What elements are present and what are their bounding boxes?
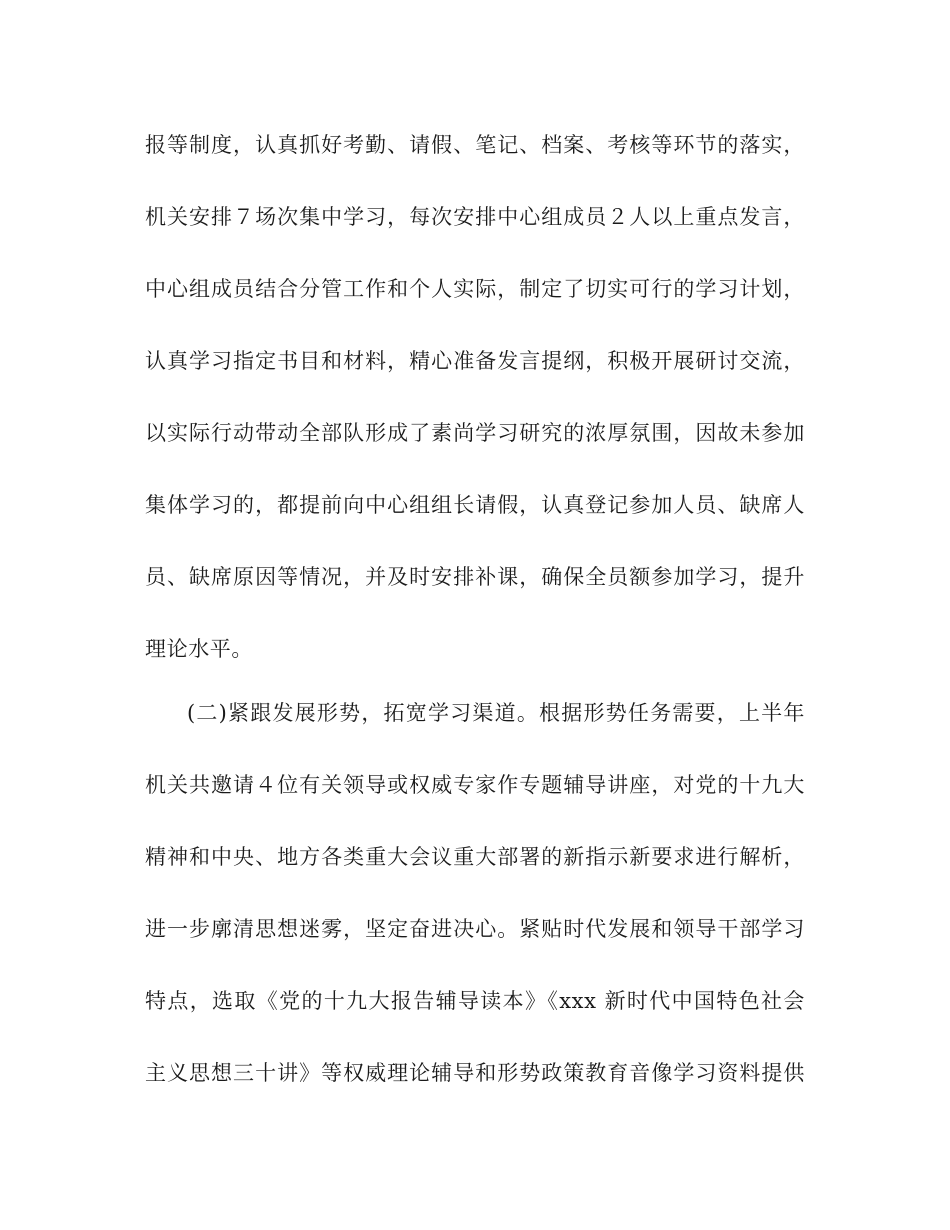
text-line: 特点，选取《党的十九大报告辅导读本》《xxx 新时代中国特色社会 bbox=[145, 989, 805, 1013]
text-line: 进一步廓清思想迷雾，坚定奋进决心。紧贴时代发展和领导干部学习 bbox=[145, 917, 805, 941]
text-line: 主义思想三十讲》等权威理论辅导和形势政策教育音像学习资料提供 bbox=[145, 1061, 805, 1085]
text-line: 精神和中央、地方各类重大会议重大部署的新指示新要求进行解析， bbox=[145, 845, 805, 869]
text-line: 认真学习指定书目和材料，精心准备发言提纲，积极开展研讨交流， bbox=[145, 349, 805, 373]
text-line: 中心组成员结合分管工作和个人实际，制定了切实可行的学习计划， bbox=[145, 277, 805, 301]
text-line: 集体学习的，都提前向中心组组长请假，认真登记参加人员、缺席人 bbox=[145, 493, 805, 517]
text-line: 机关共邀请４位有关领导或权威专家作专题辅导讲座，对党的十九大 bbox=[145, 773, 805, 797]
text-line: 以实际行动带动全部队形成了素尚学习研究的浓厚氛围，因故未参加 bbox=[145, 421, 805, 445]
text-line: 理论水平。 bbox=[145, 637, 253, 661]
text-line: 报等制度，认真抓好考勤、请假、笔记、档案、考核等环节的落实， bbox=[145, 133, 805, 157]
paragraph-heading-line: (二)紧跟发展形势，拓宽学习渠道。根据形势任务需要，上半年 bbox=[187, 701, 805, 725]
text-line: 员、缺席原因等情况，并及时安排补课，确保全员额参加学习，提升 bbox=[145, 565, 805, 589]
text-line: 机关安排７场次集中学习，每次安排中心组成员２人以上重点发言， bbox=[145, 205, 805, 229]
